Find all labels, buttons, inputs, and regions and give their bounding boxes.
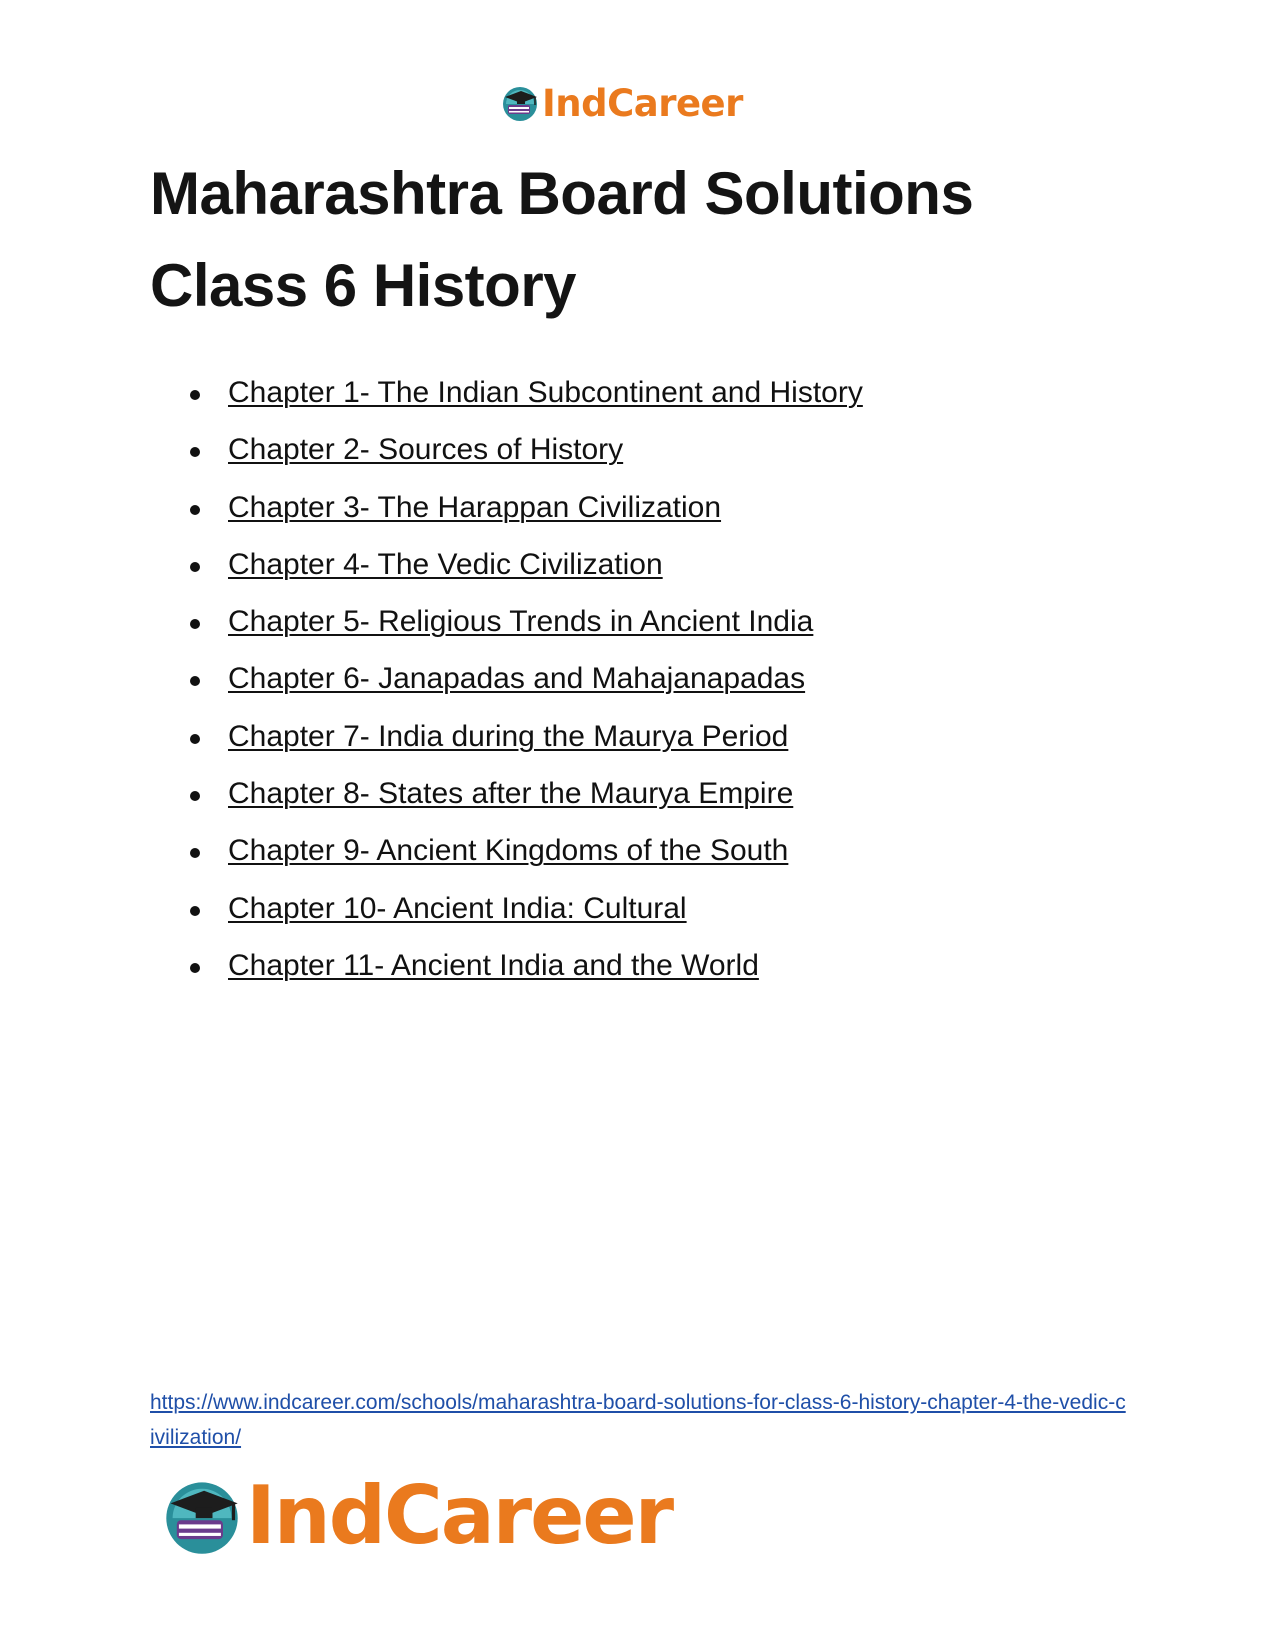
header-logo-text: IndCareer xyxy=(542,81,743,125)
chapter-link-5[interactable]: Chapter 5- Religious Trends in Ancient India xyxy=(228,605,814,639)
chapter-link-10[interactable]: Chapter 10- Ancient India: Cultural xyxy=(228,891,687,925)
page-title-line-1: Maharashtra Board Solutions xyxy=(150,160,974,227)
bullet-icon xyxy=(190,619,200,629)
list-item xyxy=(190,774,863,831)
chapter-link-4[interactable]: Chapter 4- The Vedic Civilization xyxy=(228,547,663,581)
page-title-line-2: Class 6 History xyxy=(150,252,577,319)
graduation-cap-globe-icon xyxy=(160,1474,244,1558)
list-item xyxy=(190,430,863,487)
chapter-link-2[interactable]: Chapter 2- Sources of History xyxy=(228,433,624,467)
bullet-icon xyxy=(190,791,200,801)
page-title xyxy=(150,148,1150,332)
header-logo xyxy=(500,78,743,128)
bullet-icon xyxy=(190,848,200,858)
bullet-icon xyxy=(190,676,200,686)
list-item xyxy=(190,659,863,716)
bullet-icon xyxy=(190,562,200,572)
bullet-icon xyxy=(190,963,200,973)
chapter-link-7[interactable]: Chapter 7- India during the Maurya Period xyxy=(228,719,789,753)
chapter-link-9[interactable]: Chapter 9- Ancient Kingdoms of the South xyxy=(228,834,789,868)
footer-logo-text: IndCareer xyxy=(246,1468,673,1562)
bullet-icon xyxy=(190,505,200,515)
chapter-link-3[interactable]: Chapter 3- The Harappan Civilization xyxy=(228,490,722,524)
source-url-link[interactable]: https://www.indcareer.com/schools/maharashtra-board-solutions-for-class-6-history-chapter-4-the-vedic-civilization/ xyxy=(150,1391,1126,1449)
list-item xyxy=(190,602,863,659)
footer-logo xyxy=(160,1468,672,1563)
list-item xyxy=(190,373,863,430)
list-item xyxy=(190,717,863,774)
chapter-link-1[interactable]: Chapter 1- The Indian Subcontinent and History xyxy=(228,376,863,409)
bullet-icon xyxy=(190,390,200,400)
list-item xyxy=(190,545,863,602)
graduation-cap-globe-icon xyxy=(500,83,540,123)
list-item xyxy=(190,946,863,1003)
list-item xyxy=(190,889,863,946)
chapter-link-6[interactable]: Chapter 6- Janapadas and Mahajanapadas xyxy=(228,662,806,696)
list-item xyxy=(190,831,863,888)
bullet-icon xyxy=(190,906,200,916)
bullet-icon xyxy=(190,447,200,457)
chapter-link-11[interactable]: Chapter 11- Ancient India and the World xyxy=(228,948,759,982)
bullet-icon xyxy=(190,734,200,744)
list-item xyxy=(190,488,863,545)
chapter-link-8[interactable]: Chapter 8- States after the Maurya Empire xyxy=(228,777,794,811)
chapter-list xyxy=(190,373,863,1003)
